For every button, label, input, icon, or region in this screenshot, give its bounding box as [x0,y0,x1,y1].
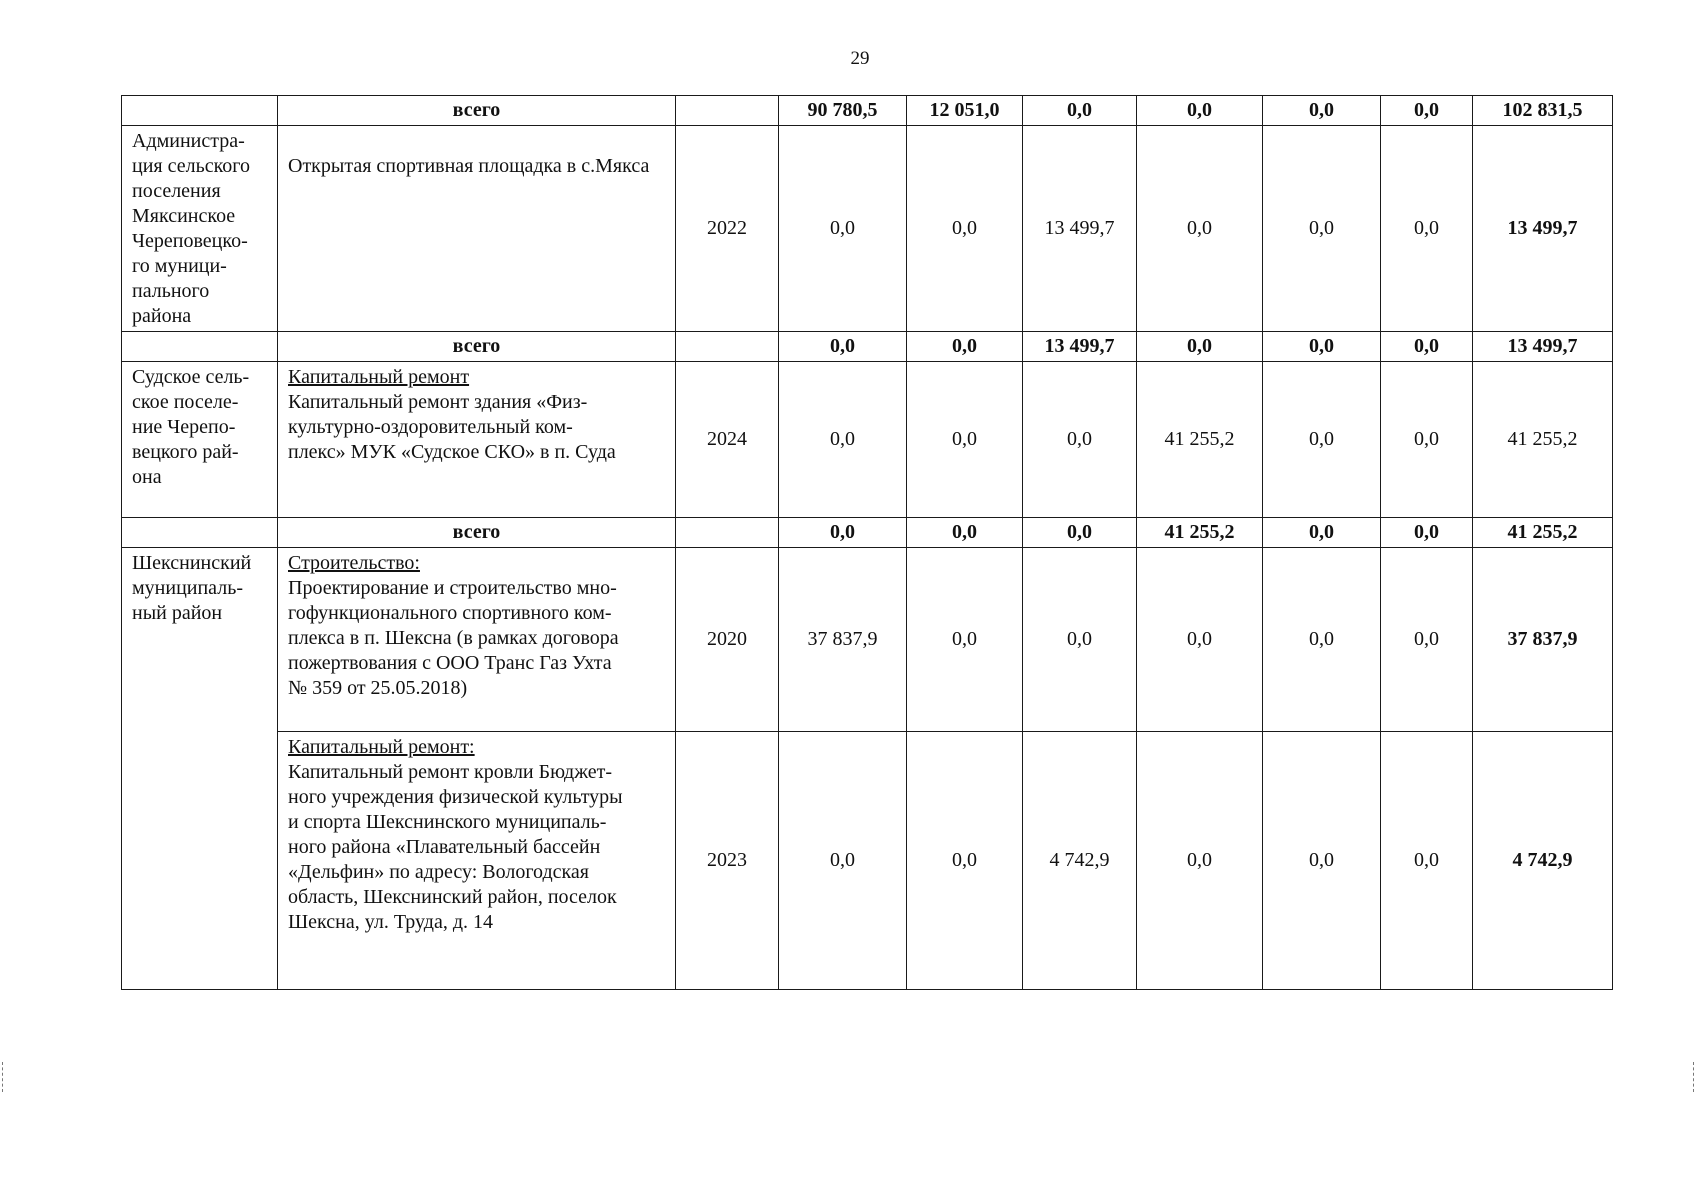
value-cell-total: 41 255,2 [1473,362,1613,518]
org-cell [122,96,278,126]
value-cell-total: 41 255,2 [1473,518,1613,548]
desc-text: Капитальный ремонт кровли Бюджет- ного учреждения физической культуры и спорта Шекснинского муниципаль- ного района «Плавательный бассейн «Дельфин» по адресу: Вологодская область, Шекснинский район, поселок Шексна, ул. Труда, д. 14 [288,761,623,933]
desc-heading: Капитальный ремонт: [288,736,475,758]
table-row [122,548,1613,732]
value-cell: 37 837,9 [779,548,907,732]
value-cell: 13 499,7 [1023,126,1137,332]
right-margin-mark [1693,1062,1696,1092]
value-cell: 0,0 [1381,96,1473,126]
org-cell [122,332,278,362]
value-cell: 0,0 [1263,96,1381,126]
desc-text: Проектирование и строительство мно- гофункционального спортивного ком- плекса в п. Шексна (в рамках договора пожертвования с ООО Транс Газ Ухта № 359 от 25.05.2018) [288,577,619,699]
value-cell: 0,0 [1023,518,1137,548]
value-cell: 0,0 [1263,332,1381,362]
total-label: всего [278,96,676,126]
desc-cell [278,126,676,332]
value-cell: 0,0 [1263,362,1381,518]
table-row-total [122,96,1613,126]
value-cell: 0,0 [779,126,907,332]
value-cell: 0,0 [1023,548,1137,732]
value-cell: 0,0 [907,732,1023,990]
desc-heading: Капитальный ремонт [288,366,470,388]
total-label: всего [278,332,676,362]
value-cell: 0,0 [1137,332,1263,362]
value-cell: 12 051,0 [907,96,1023,126]
value-cell-total: 13 499,7 [1473,332,1613,362]
value-cell: 0,0 [1263,732,1381,990]
org-cell: Судское сель- ское поселе- ние Черепо- вецкого рай- она [122,362,278,518]
value-cell-total: 4 742,9 [1473,732,1613,990]
value-cell: 0,0 [1381,332,1473,362]
value-cell: 0,0 [907,332,1023,362]
value-cell: 0,0 [907,548,1023,732]
table-row-total [122,518,1613,548]
value-cell: 0,0 [1381,732,1473,990]
year-cell: 2023 [676,732,779,990]
org-cell [122,518,278,548]
value-cell: 90 780,5 [779,96,907,126]
value-cell: 0,0 [907,126,1023,332]
value-cell: 0,0 [1137,96,1263,126]
funding-table [121,95,1613,990]
value-cell: 0,0 [1381,126,1473,332]
value-cell: 0,0 [1381,362,1473,518]
year-cell [676,96,779,126]
value-cell: 0,0 [1137,732,1263,990]
org-cell: Шекснинский муниципаль- ный район [122,548,278,990]
value-cell-total: 102 831,5 [1473,96,1613,126]
value-cell: 4 742,9 [1023,732,1137,990]
value-cell: 0,0 [907,362,1023,518]
year-cell [676,518,779,548]
value-cell: 0,0 [779,518,907,548]
desc-cell [278,362,676,518]
value-cell-total: 37 837,9 [1473,548,1613,732]
table-row [122,362,1613,518]
value-cell: 0,0 [1263,518,1381,548]
table-row [122,732,1613,990]
year-cell [676,332,779,362]
year-cell: 2020 [676,548,779,732]
desc-text: Открытая спортивная площадка в с.Мякса [288,155,650,177]
value-cell: 0,0 [1263,126,1381,332]
value-cell-total: 13 499,7 [1473,126,1613,332]
value-cell: 0,0 [907,518,1023,548]
value-cell: 0,0 [779,732,907,990]
value-cell: 41 255,2 [1137,518,1263,548]
value-cell: 0,0 [1263,548,1381,732]
table-row-total [122,332,1613,362]
value-cell: 0,0 [1381,548,1473,732]
desc-cell [278,732,676,990]
value-cell: 0,0 [1381,518,1473,548]
value-cell: 41 255,2 [1137,362,1263,518]
desc-cell [278,548,676,732]
value-cell: 0,0 [779,362,907,518]
page-number: 29 [850,48,870,69]
value-cell: 0,0 [1137,126,1263,332]
year-cell: 2022 [676,126,779,332]
value-cell: 0,0 [779,332,907,362]
value-cell: 0,0 [1023,362,1137,518]
value-cell: 0,0 [1137,548,1263,732]
table-row [122,126,1613,332]
table-body [122,96,1613,990]
org-cell: Администра- ция сельского поселения Мяксинское Череповецко- го муници- пального района [122,126,278,332]
year-cell: 2024 [676,362,779,518]
value-cell: 0,0 [1023,96,1137,126]
left-margin-mark [2,1062,5,1092]
desc-heading: Строительство: [288,552,420,574]
desc-text: Капитальный ремонт здания «Физ- культурно-оздоровительный ком- плекс» МУК «Судское СКО» в п. Суда [288,391,616,463]
value-cell: 13 499,7 [1023,332,1137,362]
total-label: всего [278,518,676,548]
